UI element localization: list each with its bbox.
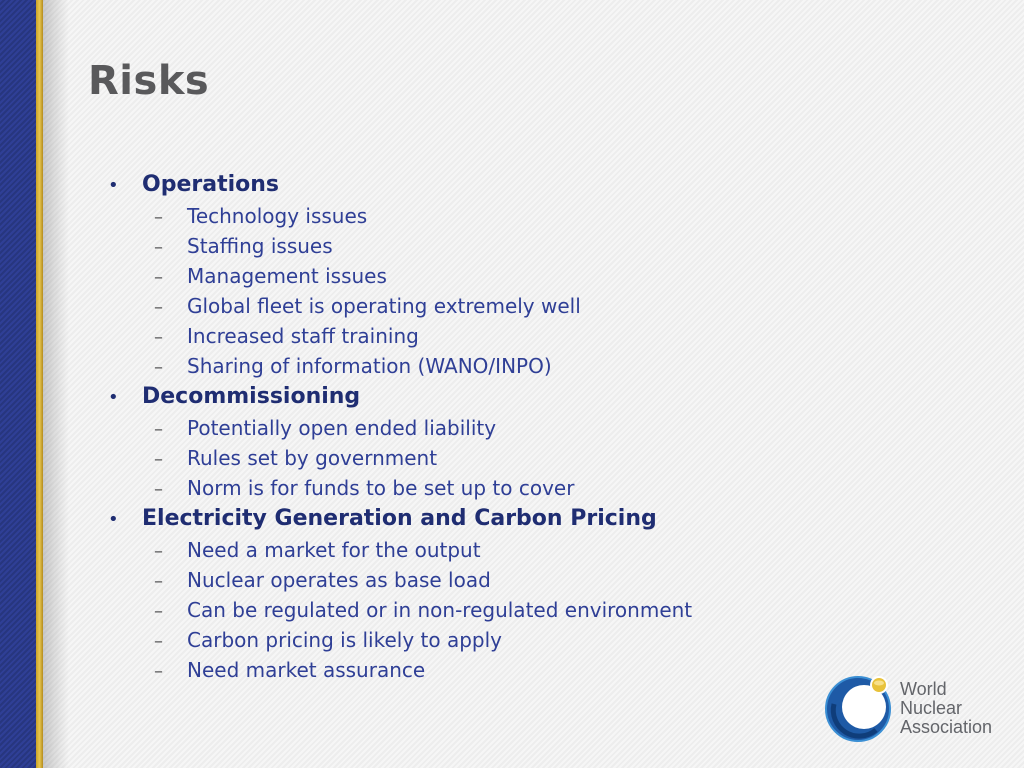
wna-logo-text — [900, 680, 992, 737]
sub-item: Sharing of information (WANO/INPO) — [187, 354, 552, 378]
bullet-list — [108, 172, 948, 688]
dash-icon: – — [154, 207, 163, 228]
bullet-icon: • — [108, 175, 119, 196]
sub-item: Can be regulated or in non-regulated environment — [187, 598, 693, 622]
gold-stripe — [36, 0, 43, 768]
section-heading: Electricity Generation and Carbon Pricing — [142, 506, 657, 531]
section-heading: Decommissioning — [142, 384, 361, 409]
sub-item: Need market assurance — [187, 658, 426, 682]
sub-item: Norm is for funds to be set up to cover — [187, 476, 575, 500]
dash-icon: – — [154, 449, 163, 470]
logo-line: Association — [900, 717, 993, 737]
sub-item: Increased staff training — [187, 324, 419, 348]
dash-icon: – — [154, 571, 163, 592]
bar-shadow — [43, 0, 69, 768]
dash-icon: – — [154, 661, 163, 682]
sub-item: Global fleet is operating extremely well — [187, 294, 581, 318]
sub-item: Staffing issues — [187, 234, 333, 258]
section-operations — [108, 172, 948, 384]
dash-icon: – — [154, 237, 163, 258]
section-electricity-carbon — [108, 506, 948, 688]
logo-line: World — [900, 679, 947, 699]
dash-icon: – — [154, 267, 163, 288]
wna-logo — [824, 674, 1004, 744]
left-blue-bar — [0, 0, 36, 768]
bullet-icon: • — [108, 387, 119, 408]
wna-logo-icon — [824, 674, 900, 744]
dash-icon: – — [154, 631, 163, 652]
sub-item: Need a market for the output — [187, 538, 481, 562]
dash-icon: – — [154, 419, 163, 440]
sub-item: Potentially open ended liability — [187, 416, 497, 440]
section-decommissioning — [108, 384, 948, 506]
section-heading: Operations — [142, 172, 279, 197]
dash-icon: – — [154, 297, 163, 318]
sub-item: Rules set by government — [187, 446, 438, 470]
dash-icon: – — [154, 601, 163, 622]
dash-icon: – — [154, 541, 163, 562]
dash-icon: – — [154, 357, 163, 378]
sub-item: Management issues — [187, 264, 387, 288]
logo-line: Nuclear — [900, 698, 963, 718]
slide-title: Risks — [88, 58, 210, 104]
sub-item: Nuclear operates as base load — [187, 568, 491, 592]
dash-icon: – — [154, 327, 163, 348]
dash-icon: – — [154, 479, 163, 500]
sub-item: Technology issues — [187, 204, 368, 228]
bullet-icon: • — [108, 509, 119, 530]
sub-item: Carbon pricing is likely to apply — [187, 628, 503, 652]
